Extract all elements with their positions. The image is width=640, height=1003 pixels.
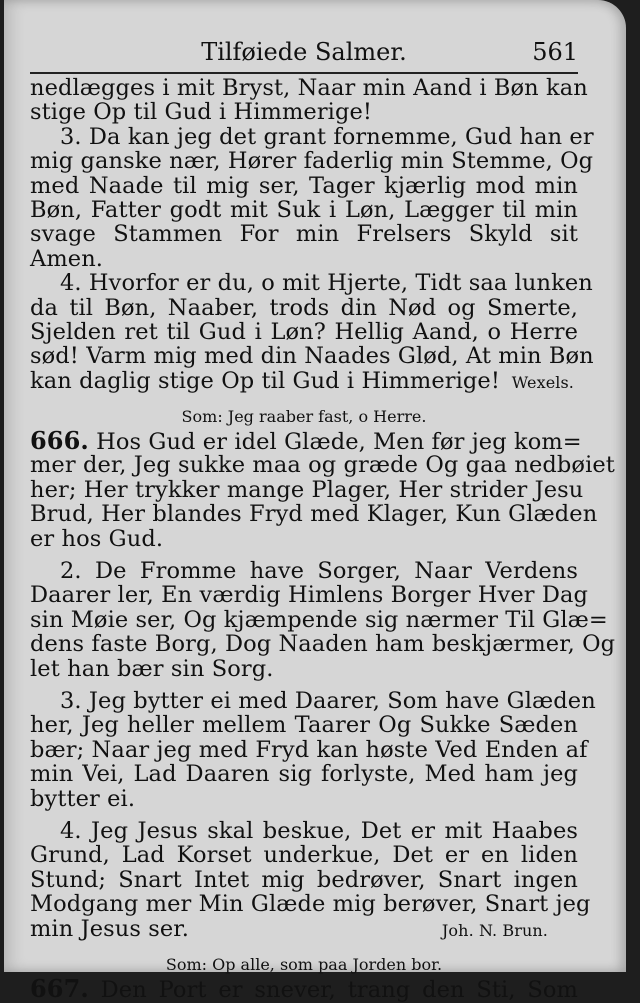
text-line: Daarer ler, En værdig Himlens Borger Hver Dag — [30, 582, 589, 609]
text-line: stige Op til Gud i Himmerige! — [30, 99, 373, 126]
running-title: Tilføiede Salmer. — [201, 38, 407, 66]
hymn-number: 666. — [30, 426, 89, 456]
verse-start-line: 2. De Fromme have Sorger, Naar Verdens — [60, 558, 578, 585]
text-line: min Jesus ser. — [30, 915, 189, 942]
hymn-first-line — [30, 973, 578, 1003]
text-line: sin Møie ser, Og kjæmpende sig nærmer Til Glæ= — [30, 606, 608, 633]
text-line: svage Stammen For min Frelsers Skyld sit — [30, 221, 578, 248]
book-page — [4, 0, 626, 1003]
author-attribution: Joh. N. Brun. — [441, 920, 548, 940]
text-line: mig ganske nær, Hører faderlig min Stemme, Og — [30, 148, 594, 175]
verse-start-line: 4. Jeg Jesus skal beskue, Det er mit Haabes — [60, 817, 578, 844]
page-header — [30, 38, 578, 74]
page-body — [30, 75, 616, 1003]
text-line: bytter ei. — [30, 785, 136, 812]
tune-indication: Som: Jeg raaber fast, o Herre. — [181, 407, 427, 427]
text-line: Amen. — [30, 245, 104, 272]
text-line: Stund; Snart Intet mig bedrøver, Snart ingen — [30, 866, 578, 893]
text-line: Brud, Her blandes Fryd med Klager, Kun Glæden — [30, 501, 598, 528]
text-line: let han bær sin Sorg. — [30, 655, 274, 682]
text-line: bær; Naar jeg med Fryd kan høste Ved Enden af — [30, 736, 588, 763]
text-line: Grund, Lad Korset underkue, Det er en liden — [30, 842, 578, 869]
hymn-number: 667. — [30, 973, 89, 1003]
text-line-with-author — [30, 369, 578, 393]
page-number: 561 — [532, 38, 578, 66]
text-line: med Naade til mig ser, Tager kjærlig mod min — [30, 172, 578, 199]
text-line: her, Jeg heller mellem Taarer Og Sukke Sæden — [30, 712, 578, 739]
text-line: da til Bøn, Naaber, trods din Nød og Smerte, — [30, 294, 578, 321]
text-line: dens faste Borg, Dog Naaden ham beskjærmer, Og — [30, 631, 616, 658]
text-line: Modgang mer Min Glæde mig berøver, Snart jeg — [30, 891, 591, 918]
text-line: Hos Gud er idel Glæde, Men før jeg kom= — [96, 429, 582, 456]
text-line: Bøn, Fatter godt mit Suk i Løn, Lægger til min — [30, 196, 578, 223]
verse-start-line: 4. Hvorfor er du, o mit Hjerte, Tidt saa lunken — [60, 270, 593, 297]
text-line-with-author — [30, 917, 578, 941]
text-line: kan daglig stige Op til Gud i Himmerige! — [30, 367, 500, 394]
text-line: nedlægges i mit Bryst, Naar min Aand i Bøn kan — [30, 75, 588, 101]
text-line: er hos Gud. — [30, 525, 164, 552]
author-attribution: Wexels. — [511, 372, 574, 392]
text-line: Sjelden ret til Gud i Løn? Hellig Aand, o Herre — [30, 318, 578, 345]
text-line: sød! Varm mig med din Naades Glød, At min Bøn — [30, 343, 594, 370]
verse-start-line: 3. Jeg bytter ei med Daarer, Som have Glæden — [60, 687, 596, 714]
hymn-first-line — [30, 426, 582, 456]
tune-indication: Som: Op alle, som paa Jorden bor. — [165, 954, 443, 974]
verse-start-line: 3. Da kan jeg det grant fornemme, Gud han er — [60, 123, 594, 150]
text-line: Den Port er snever, trang den Sti, Som — [100, 976, 578, 1003]
text-line: mer der, Jeg sukke maa og græde Og gaa nedbøiet — [30, 452, 615, 479]
text-line: her; Her trykker mange Plager, Her strider Jesu — [30, 476, 584, 503]
text-line: min Vei, Lad Daaren sig forlyste, Med ham jeg — [30, 761, 578, 788]
